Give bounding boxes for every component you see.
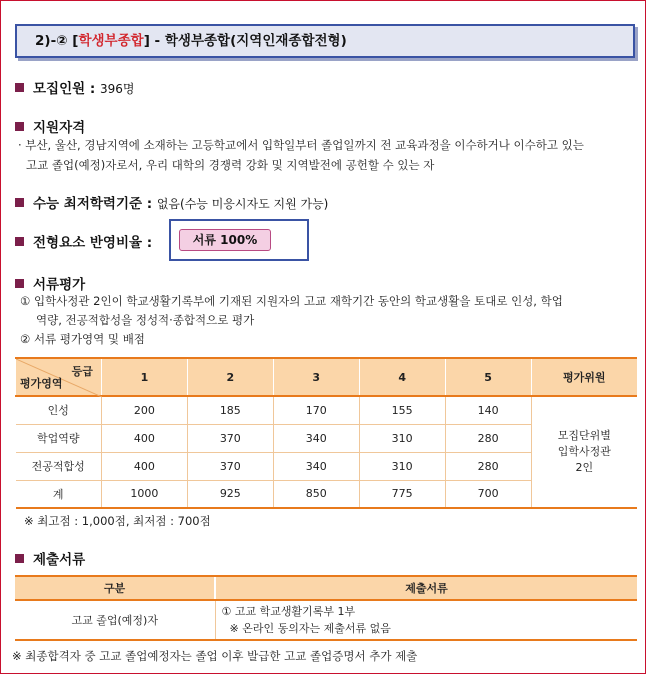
- score-cell: 925: [187, 480, 273, 508]
- ratio-highlight-box: [169, 219, 309, 261]
- square-bullet-icon: [15, 554, 24, 563]
- score-cell: 775: [359, 480, 445, 508]
- evaluator-line: 입학사정관: [557, 445, 611, 458]
- title-prefix: 2)-② [: [35, 33, 79, 49]
- area-cell: 인성: [16, 396, 102, 424]
- score-cell: 700: [445, 480, 531, 508]
- square-bullet-icon: [15, 279, 24, 288]
- score-note: ※ 최고점 : 1,000점, 최저점 : 700점: [24, 514, 211, 528]
- score-cell: 370: [187, 452, 273, 480]
- ratio-label: 전형요소 반영비율 :: [33, 235, 153, 251]
- corner-cell: [16, 358, 102, 396]
- table-row: [16, 396, 638, 424]
- suneung-value: 없음(수능 미응시자도 지원 가능): [156, 197, 329, 211]
- score-cell: 280: [445, 452, 531, 480]
- footnote: ※ 최종합격자 중 고교 졸업예정자는 졸업 이후 발급한 고교 졸업증명서 추가 제출: [12, 649, 418, 663]
- area-cell: 전공적합성: [16, 452, 102, 480]
- evaluator-cell: [531, 396, 637, 508]
- submission-header-row: [15, 576, 637, 600]
- documents-header: 제출서류: [215, 576, 637, 600]
- evaluator-line: 모집단위별: [557, 429, 611, 442]
- doc-eval-label: 서류평가: [33, 277, 86, 293]
- grade-header: 5: [445, 358, 531, 396]
- square-bullet-icon: [15, 122, 24, 131]
- corner-bottom-label: 평가영역: [20, 377, 63, 390]
- category-cell: 고교 졸업(예정)자: [15, 600, 215, 640]
- score-cell: 340: [273, 424, 359, 452]
- score-cell: 155: [359, 396, 445, 424]
- score-cell: 310: [359, 424, 445, 452]
- submission-label: 제출서류: [33, 552, 86, 568]
- submission-heading: [15, 548, 85, 568]
- area-cell: 학업역량: [16, 424, 102, 452]
- score-cell: 200: [101, 396, 187, 424]
- area-cell: 계: [16, 480, 102, 508]
- score-cell: 185: [187, 396, 273, 424]
- eligibility-line-2: 고교 졸업(예정)자로서, 우리 대학의 경쟁력 강화 및 지역발전에 공헌할 수 있는 자: [26, 158, 435, 172]
- score-cell: 850: [273, 480, 359, 508]
- document-item: ① 고교 학교생활기록부 1부: [221, 605, 356, 618]
- grade-header: 1: [101, 358, 187, 396]
- doc-eval-item-1-line-1: ① 입학사정관 2인이 학교생활기록부에 기재된 지원자의 고교 재학기간 동안의 학교생활을 토대로 인성, 학업: [20, 294, 563, 308]
- title-suffix: ] - 학생부종합(지역인재종합전형): [143, 33, 347, 49]
- score-cell: 340: [273, 452, 359, 480]
- score-cell: 400: [101, 424, 187, 452]
- category-header: 구분: [15, 576, 215, 600]
- doc-eval-item-2: ② 서류 평가영역 및 배점: [20, 332, 145, 346]
- score-cell: 370: [187, 424, 273, 452]
- doc-eval-item-1-line-2: 역량, 전공적합성을 정성적·종합적으로 평가: [36, 313, 255, 327]
- evaluator-line: 2인: [575, 461, 594, 474]
- doc-eval-heading: [15, 273, 85, 293]
- suneung-heading: [15, 192, 328, 212]
- doc-eval-text: [20, 292, 563, 349]
- table-row: [15, 600, 637, 640]
- recruit-heading: [15, 77, 134, 97]
- eligibility-heading: [15, 116, 85, 136]
- ratio-badge: 서류 100%: [179, 229, 271, 251]
- eligibility-label: 지원자격: [33, 120, 86, 136]
- grade-header: 3: [273, 358, 359, 396]
- score-cell: 280: [445, 424, 531, 452]
- score-table: [15, 357, 637, 509]
- score-cell: 170: [273, 396, 359, 424]
- submission-table: [15, 575, 637, 641]
- evaluator-header: 평가위원: [531, 358, 637, 396]
- recruit-value: 396명: [99, 82, 135, 96]
- section-title: [15, 24, 635, 58]
- recruit-label: 모집인원 :: [33, 81, 96, 97]
- score-cell: 140: [445, 396, 531, 424]
- score-cell: 400: [101, 452, 187, 480]
- suneung-label: 수능 최저학력기준 :: [33, 196, 153, 212]
- eligibility-line-1: · 부산, 울산, 경남지역에 소재하는 고등학교에서 입학일부터 졸업일까지 전 교육과정을 이수하거나 이수하고 있는: [18, 138, 584, 152]
- score-cell: 1000: [101, 480, 187, 508]
- score-table-header-row: [16, 358, 638, 396]
- square-bullet-icon: [15, 83, 24, 92]
- eligibility-text: [18, 135, 584, 175]
- documents-cell: [215, 600, 637, 640]
- grade-header: 4: [359, 358, 445, 396]
- square-bullet-icon: [15, 237, 24, 246]
- grade-header: 2: [187, 358, 273, 396]
- score-cell: 310: [359, 452, 445, 480]
- title-highlight: 학생부종합: [78, 33, 144, 49]
- document-note: ※ 온라인 동의자는 제출서류 없음: [229, 622, 391, 635]
- corner-top-label: 등급: [71, 365, 93, 378]
- ratio-heading: [15, 231, 152, 251]
- square-bullet-icon: [15, 198, 24, 207]
